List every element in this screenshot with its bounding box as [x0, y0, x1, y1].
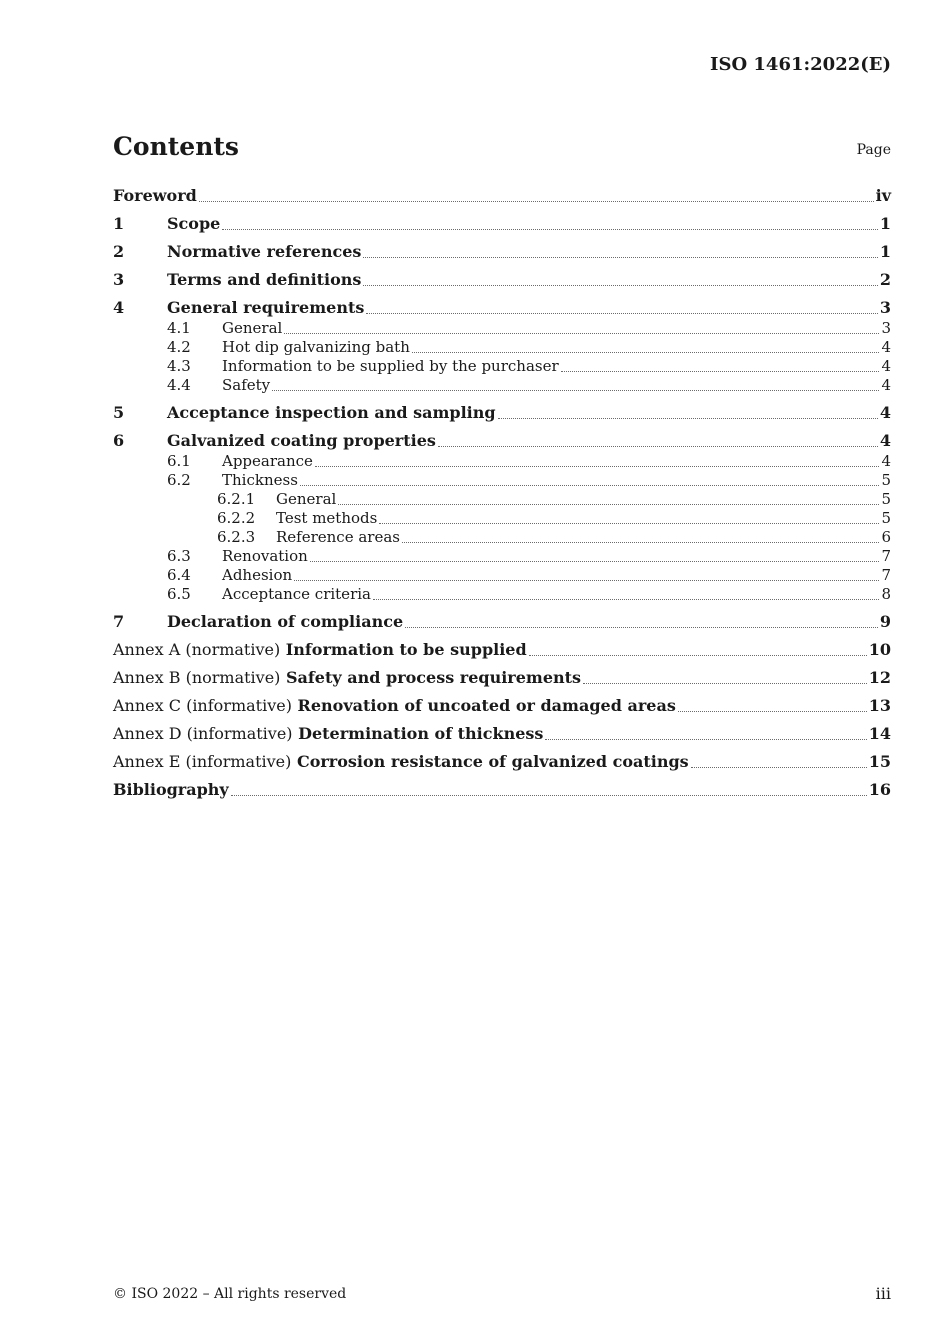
toc-entry-title	[113, 188, 197, 204]
toc-entry[interactable]	[113, 378, 891, 393]
toc-entry-label: Adhesion	[222, 566, 293, 584]
dot-leader	[363, 285, 877, 286]
toc-entry-title	[222, 549, 308, 564]
toc-entry-label: Test methods	[276, 509, 378, 527]
dot-leader	[678, 711, 867, 712]
toc-entry-page: 4	[881, 376, 891, 394]
toc-entry-label: Renovation	[222, 547, 308, 565]
toc-entry-label: General	[222, 319, 283, 337]
toc-entry-label: Scope	[167, 214, 221, 233]
toc-entry-number: 4	[113, 298, 125, 317]
toc-entry-title	[113, 670, 581, 686]
dot-leader	[315, 466, 880, 467]
dot-leader	[379, 523, 879, 524]
toc-entry-page: 7	[881, 566, 891, 584]
toc-entry-number: 4.1	[167, 319, 191, 337]
table-of-contents	[113, 184, 891, 798]
toc-entry-page: 4	[879, 431, 891, 450]
toc-entry-label: Reference areas	[276, 528, 400, 546]
toc-entry-title	[222, 473, 298, 488]
dot-leader	[222, 229, 878, 230]
toc-entry[interactable]	[113, 549, 891, 564]
toc-entry-page: 5	[881, 471, 891, 489]
toc-entry-page: 7	[881, 547, 891, 565]
page-column-label: Page	[856, 142, 891, 158]
toc-entry-page: 10	[868, 640, 891, 659]
toc-entry-label: Terms and definitions	[167, 270, 362, 289]
toc-entry-label: Thickness	[222, 471, 298, 489]
toc-entry-label: Bibliography	[113, 780, 229, 799]
dot-leader	[545, 739, 866, 740]
toc-entry-title	[167, 244, 361, 260]
dot-leader	[294, 580, 879, 581]
toc-entry[interactable]	[113, 244, 891, 260]
toc-entry-page: 12	[868, 668, 891, 687]
toc-entry-number: 4.4	[167, 376, 191, 394]
toc-entry-label: Information to be supplied	[285, 640, 527, 659]
toc-entry-label: Acceptance inspection and sampling	[167, 403, 496, 422]
toc-entry-page: 4	[881, 452, 891, 470]
toc-entry-label: Normative references	[167, 242, 362, 261]
toc-entry-title	[222, 454, 313, 469]
dot-leader	[412, 352, 880, 353]
annex-designation: Annex A (normative)	[113, 640, 281, 659]
toc-entry-title	[113, 754, 689, 770]
toc-entry-label: Information to be supplied by the purchaser	[222, 357, 559, 375]
toc-entry-title	[167, 614, 403, 630]
toc-entry-label: Corrosion resistance of galvanized coatings	[296, 752, 689, 771]
toc-entry[interactable]	[113, 530, 891, 545]
toc-entry[interactable]	[113, 754, 891, 770]
toc-entry-number: 4.2	[167, 338, 191, 356]
toc-entry-title	[113, 642, 527, 658]
toc-entry-page: 5	[881, 509, 891, 527]
toc-entry-number: 6.1	[167, 452, 191, 470]
toc-entry-number: 6.2.2	[217, 509, 256, 527]
toc-entry-page: 6	[881, 528, 891, 546]
toc-entry-page: 2	[879, 270, 891, 289]
toc-entry-page: 4	[879, 403, 891, 422]
contents-heading: Contents	[113, 132, 240, 161]
toc-entry-number: 3	[113, 270, 125, 289]
dot-leader	[529, 655, 867, 656]
toc-entry[interactable]	[113, 433, 891, 449]
toc-entry-page: 13	[868, 696, 891, 715]
toc-entry-title	[167, 300, 364, 316]
toc-entry[interactable]	[113, 698, 891, 714]
toc-entry-title	[222, 321, 282, 336]
toc-entry-title	[167, 216, 220, 232]
toc-entry[interactable]	[113, 568, 891, 583]
toc-entry-title	[222, 378, 270, 393]
toc-entry-number: 5	[113, 403, 125, 422]
dot-leader	[310, 561, 880, 562]
toc-entry-title	[222, 587, 371, 602]
toc-entry-number: 7	[113, 612, 125, 631]
toc-entry-page: 4	[881, 357, 891, 375]
toc-entry-title	[113, 782, 229, 798]
toc-entry-number: 1	[113, 214, 125, 233]
dot-leader	[231, 795, 867, 796]
toc-entry-page: 15	[868, 752, 891, 771]
toc-entry-label: Determination of thickness	[298, 724, 544, 743]
toc-entry-label: Hot dip galvanizing bath	[222, 338, 410, 356]
toc-entry[interactable]	[113, 614, 891, 630]
toc-entry[interactable]	[113, 216, 891, 232]
toc-entry-page: iv	[875, 186, 891, 205]
toc-entry-title	[113, 698, 676, 714]
dot-leader	[300, 485, 880, 486]
toc-entry-page: 5	[881, 490, 891, 508]
annex-designation: Annex E (informative)	[113, 752, 292, 771]
toc-entry-title	[276, 530, 400, 545]
toc-entry-label: General	[276, 490, 337, 508]
toc-entry-page: 3	[879, 298, 891, 317]
toc-entry-number: 2	[113, 242, 125, 261]
toc-entry-page: 3	[881, 319, 891, 337]
annex-designation: Annex D (informative)	[113, 724, 293, 743]
dot-leader	[402, 542, 879, 543]
toc-entry-number: 6.4	[167, 566, 191, 584]
dot-leader	[438, 446, 878, 447]
toc-entry-title	[167, 405, 496, 421]
toc-entry-title	[222, 359, 559, 374]
dot-leader	[272, 390, 879, 391]
copyright-notice: © ISO 2022 – All rights reserved	[113, 1286, 347, 1302]
dot-leader	[583, 683, 867, 684]
toc-entry-title	[276, 511, 377, 526]
toc-entry-page: 16	[868, 780, 891, 799]
toc-entry-title	[113, 726, 543, 742]
toc-entry-page: 9	[879, 612, 891, 631]
document-id: ISO 1461:2022(E)	[710, 54, 891, 75]
toc-entry-title	[276, 492, 336, 507]
toc-entry[interactable]	[113, 473, 891, 488]
dot-leader	[284, 333, 879, 334]
dot-leader	[363, 257, 877, 258]
page-number: iii	[875, 1284, 891, 1303]
dot-leader	[373, 599, 879, 600]
toc-entry-label: Declaration of compliance	[167, 612, 404, 631]
toc-entry-label: Renovation of uncoated or damaged areas	[297, 696, 676, 715]
toc-entry[interactable]	[113, 670, 891, 686]
toc-entry-number: 6.3	[167, 547, 191, 565]
toc-entry[interactable]	[113, 340, 891, 355]
dot-leader	[338, 504, 879, 505]
toc-entry[interactable]	[113, 642, 891, 658]
toc-entry[interactable]	[113, 321, 891, 336]
dot-leader	[561, 371, 880, 372]
toc-entry-number: 6.5	[167, 585, 191, 603]
toc-entry-title	[167, 272, 361, 288]
toc-entry-number: 6	[113, 431, 125, 450]
toc-entry-number: 6.2.1	[217, 490, 256, 508]
toc-entry-page: 1	[879, 214, 891, 233]
toc-entry-label: Safety and process requirements	[286, 668, 582, 687]
toc-entry-title	[222, 340, 410, 355]
dot-leader	[199, 201, 874, 202]
toc-entry-title	[222, 568, 292, 583]
toc-entry-label: Galvanized coating properties	[167, 431, 436, 450]
toc-entry[interactable]	[113, 300, 891, 316]
toc-entry-page: 8	[881, 585, 891, 603]
dot-leader	[405, 627, 878, 628]
annex-designation: Annex B (normative)	[113, 668, 281, 687]
toc-entry-number: 6.2.3	[217, 528, 256, 546]
toc-entry[interactable]	[113, 587, 891, 602]
dot-leader	[498, 418, 878, 419]
toc-entry[interactable]	[113, 454, 891, 469]
dot-leader	[366, 313, 878, 314]
toc-entry-label: Safety	[222, 376, 271, 394]
dot-leader	[691, 767, 867, 768]
toc-entry-label: General requirements	[167, 298, 365, 317]
toc-entry[interactable]	[113, 511, 891, 526]
toc-entry[interactable]	[113, 188, 891, 204]
toc-entry[interactable]	[113, 492, 891, 507]
toc-entry-label: Appearance	[222, 452, 313, 470]
toc-entry[interactable]	[113, 726, 891, 742]
toc-entry-label: Foreword	[113, 186, 197, 205]
toc-entry[interactable]	[113, 405, 891, 421]
toc-entry[interactable]	[113, 272, 891, 288]
toc-entry-page: 4	[881, 338, 891, 356]
toc-entry-page: 1	[879, 242, 891, 261]
toc-entry[interactable]	[113, 782, 891, 798]
annex-designation: Annex C (informative)	[113, 696, 292, 715]
toc-entry-label: Acceptance criteria	[222, 585, 371, 603]
toc-entry-number: 4.3	[167, 357, 191, 375]
toc-entry-number: 6.2	[167, 471, 191, 489]
toc-entry-title	[167, 433, 436, 449]
toc-entry-page: 14	[868, 724, 891, 743]
toc-entry[interactable]	[113, 359, 891, 374]
